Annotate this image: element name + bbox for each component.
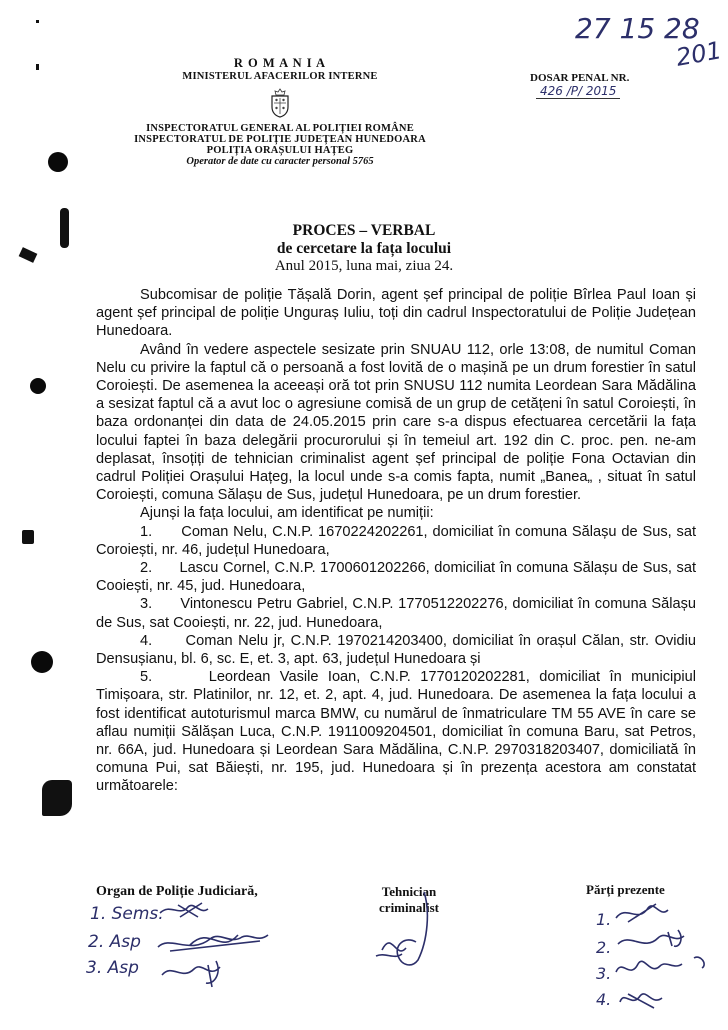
title-line-1: PROCES – VERBAL <box>292 222 436 239</box>
scan-mark <box>36 20 39 23</box>
country-name: R O M A N I A <box>233 56 327 70</box>
officer-signature-2-label: 2. Asp <box>88 932 141 952</box>
list-number: 1. <box>140 523 153 540</box>
punch-hole-mark <box>31 651 53 673</box>
technician-label-line-1: Tehnician <box>381 884 437 899</box>
list-text: Lascu Cornel, C.N.P. 1700601202266, domiciliat în comuna Sălașu de Sus, sat Cooiești, nr. 45, jud. Hunedoara, <box>96 560 697 595</box>
ministry-name: MINISTERUL AFACERILOR INTERNE <box>182 71 378 82</box>
corner-handwritten-number: 27 15 28 <box>575 12 700 45</box>
scan-mark <box>36 64 39 70</box>
party-signature-3-label: 3. <box>596 964 612 983</box>
person-list-item <box>96 668 696 795</box>
city-police: POLIȚIA ORAȘULUI HAȚEG <box>206 145 354 156</box>
list-text: Coman Nelu jr, C.N.P. 1970214203400, domiciliat în orașul Călan, str. Ovidiu Densușianu, bl. 6, sc. E, et. 3, apt. 63, județul Hunedoara și <box>96 632 696 668</box>
list-number: 2. <box>140 560 153 577</box>
paragraph-identification: Ajunși la fața locului, am identificat pe numiții: <box>140 505 434 522</box>
list-text: Vintonescu Petru Gabriel, C.N.P. 1770512202276, domiciliat în comuna Sălașu de Sus, sat Cooiești, nr. 22, jud. Hunedoara, <box>96 596 697 631</box>
party-signatures-scribble <box>608 898 718 1018</box>
officer-signature-3-label: 3. Asp <box>86 958 139 978</box>
case-file-number: 426 /P/ 2015 <box>536 84 620 99</box>
title-line-2: de cercetare la fața locului <box>276 240 452 257</box>
inspectorate-county: INSPECTORATUL DE POLIȚIE JUDEȚEAN HUNEDOARA <box>134 134 426 145</box>
party-signature-4-label: 4. <box>596 990 612 1009</box>
parties-present-label: Părți prezente <box>586 882 665 897</box>
inspectorate-general: INSPECTORATUL GENERAL AL POLIȚIEI ROMÂNE <box>146 123 414 134</box>
inspectorate-block <box>100 123 460 167</box>
party-signature-1-label: 1. <box>596 910 612 929</box>
corner-folio-number: 201 <box>673 36 724 72</box>
case-file-label: DOSAR PENAL NR. <box>530 72 630 84</box>
person-list-item <box>96 523 696 559</box>
list-text: Leordean Vasile Ioan, C.N.P. 1770120202281, domiciliat în municipiul Timișoara, str. Platinilor, nr. 12, et. 2, apt. 4, jud. Hunedoara. De asemenea la fața locului a fost identificat autoturismul marca BMW, cu numărul de înmatriculare TM 55 AVE în care se aflau numiții Sălășan Luca, C.N.P. 1911009204501, domiciliat în comuna Baru, sat Petros, nr. 66A, jud. Hunedoara și Leordean Sara Mădălina, C.N.P. 2970318203407, domiciliată în comuna Pui, sat Băiești, nr. 195, jud. Hunedoara și în prezența acestora am constatat următoarele: <box>96 669 696 795</box>
list-text: Coman Nelu, C.N.P. 1670224202261, domiciliat în comuna Sălașu de Sus, sat Coroiești, nr. 46, județul Hunedoara, <box>96 523 697 558</box>
punch-hole-mark <box>30 378 46 394</box>
scan-mark <box>42 780 72 816</box>
document-title <box>214 222 514 275</box>
person-list-item <box>96 595 696 631</box>
document-body <box>96 286 696 796</box>
list-number: 3. <box>140 596 153 613</box>
title-date: Anul 2015, luna mai, ziua 24. <box>274 258 454 274</box>
party-signature-2-label: 2. <box>596 938 612 957</box>
operator-note: Operator de date cu caracter personal 5765 <box>186 156 374 167</box>
paragraph-circumstances: Având în vedere aspectele sesizate prin SNUAU 112, orle 13:08, de numitul Coman Nelu cu privire la faptul că o persoană a fost lovită de o mașină pe un drum forestier în satul Coroiești. De asemenea la aceeași oră tot prin SNUSU 112 numita Leordean Sara Mădălina a sesizat faptul că a avut loc o agresiune comisă de un grup de cetățeni în satul Coroiești, în baza ordonanței din data de 24.05.2015 prin care s-a dispus efectuarea cercetării la fața locului faptei în baza delegării procurorului și în temeiul art. 192 din C. proc. pen. ne-am deplasat, însoțiți de tehnician criminalist agent șef principal de poliție Fona Octavian din cadrul Poliției Orașului Hațeg, la locul unde s-a comis fapta, numit „Banea„ , situat în satul Coroiești, comuna Sălașu de Sus, județul Hunedoara, pe un drum forestier. <box>96 341 696 504</box>
punch-hole-mark <box>48 152 68 172</box>
officer-signature-1-label: 1. Sems. <box>90 904 164 924</box>
technician-label-line-2: criminalist <box>379 900 439 915</box>
header-block <box>150 56 410 118</box>
scan-mark <box>22 530 34 544</box>
paragraph-participants: Subcomisar de poliție Tășală Dorin, agent șef principal de poliție Bîrlea Paul Ioan și agent șef principal de poliție Unguraș Iuliu, toți din cadrul Inspectoratului de Poliție Județean Hunedoara. <box>96 287 696 340</box>
list-number: 4. <box>140 632 153 649</box>
coat-of-arms-icon <box>269 88 291 118</box>
scan-mark <box>19 247 38 263</box>
person-list-item <box>96 632 696 668</box>
list-number: 5. <box>140 669 153 686</box>
officer-signatures-scribble <box>150 895 290 990</box>
person-list-item <box>96 559 696 595</box>
technician-signature-scribble <box>372 890 452 970</box>
scan-mark <box>60 208 69 248</box>
judicial-police-label: Organ de Poliție Judiciară, <box>96 884 258 899</box>
